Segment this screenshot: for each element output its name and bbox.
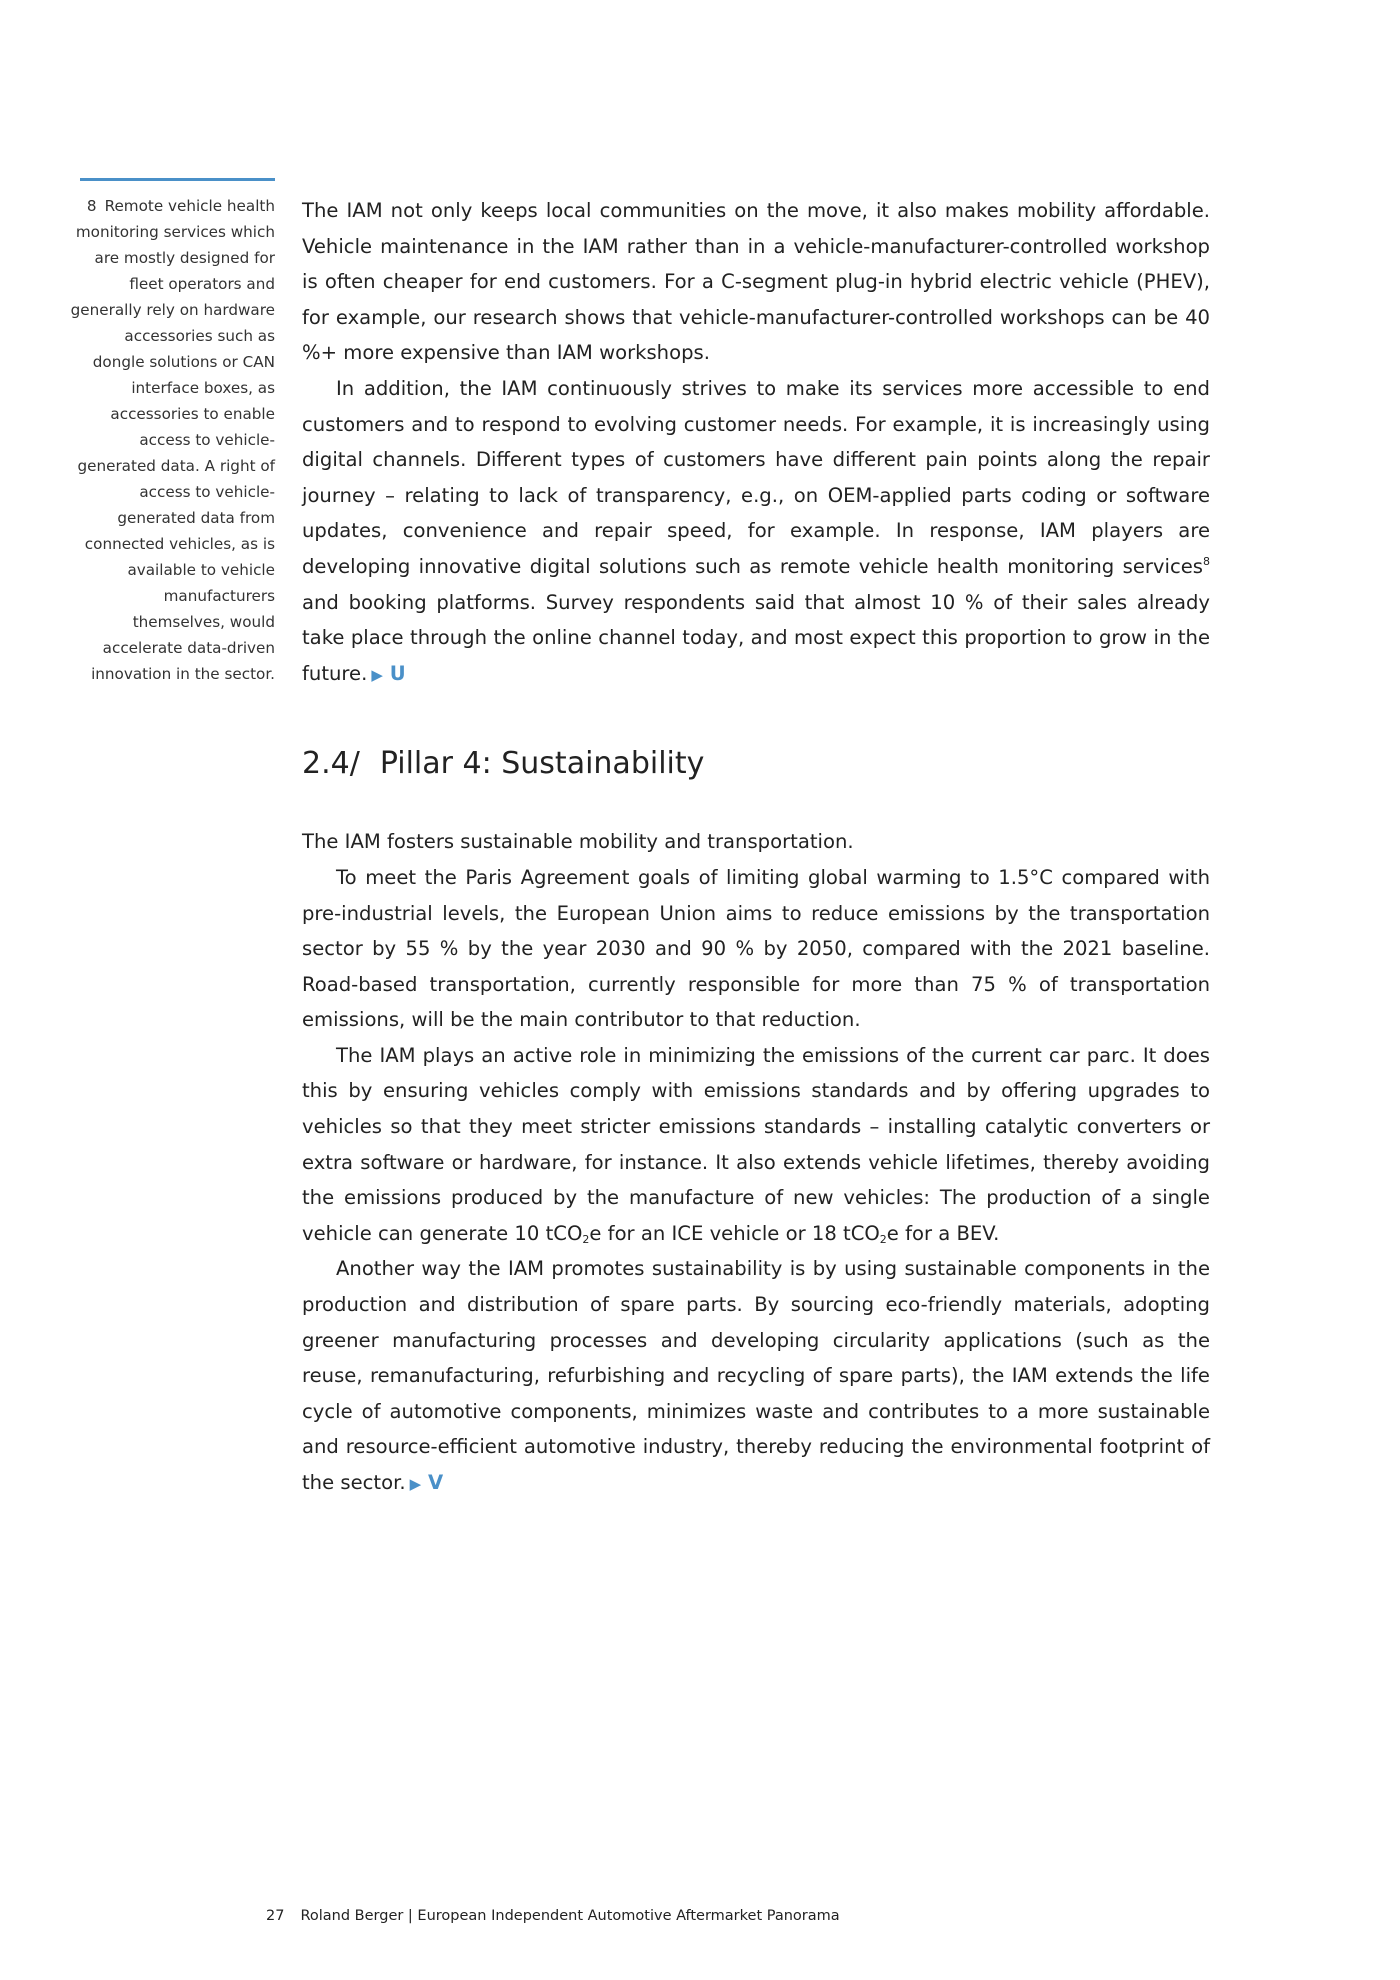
publication-title: Roland Berger | European Independent Automotive Aftermarket Panorama [300,1908,840,1924]
sidenote-rule [80,178,275,181]
paragraph-text: To meet the Paris Agreement goals of limiting global warming to 1.5°C compared with pre-industrial levels, the European Union aims to reduce emissions by the transportation sector by 55 % by the year 2030 and 90 % by 2050, compared with the 2021 baseline. Road-based transportation, currently responsible for more than 75 % of transportation emissions, will be the main contributor to that reduction. [302,865,1210,1032]
paragraph [302,1251,1210,1502]
paragraph-text: The IAM plays an active role in minimizing the emissions of the current car parc. It does this by ensuring vehicles comply with emissions standards and by offering upgrades to vehicles so that they meet stricter emissions standards – installing catalytic converters or extra software or hardware, for instance. It also extends vehicle lifetimes, thereby avoiding the emissions produced by the manufacture of new vehicles: The production of a single vehicle can generate 10 tCO [302,1043,1210,1245]
paragraph-text: In addition, the IAM continuously strives to make its services more accessible to end customers and to respond to evolving customer needs. For example, it is increasingly using digital channels. Different types of customers have different pain points along the repair journey – relating to lack of transparency, e.g., on OEM-applied parts coding or software updates, convenience and repair speed, for example. In response, IAM players are developing innovative digital solutions such as remote vehicle health monitoring services [302,376,1210,578]
paragraph [302,371,1210,693]
paragraph-text: and booking platforms. Survey respondents said that almost 10 % of their sales already take place through the online channel today, and most expect this proportion to grow in the future. [302,590,1210,685]
footnote-reference[interactable]: 8 [1203,554,1210,568]
paragraph [302,1038,1210,1252]
paragraph-text: e for a BEV. [886,1221,1000,1245]
cross-reference-link-u[interactable] [371,662,405,685]
subscript: 2 [879,1232,887,1246]
paragraph [302,860,1210,1038]
section-number: 2.4/ [302,746,360,782]
cross-reference-label: V [427,1471,444,1494]
paragraph-text: e for an ICE vehicle or 18 tCO [589,1221,880,1245]
paragraph [302,824,1210,860]
page-number: 27 [266,1908,285,1924]
play-arrow-icon: ▶ [409,1475,422,1493]
footnote-number: 8 [86,197,97,215]
page-footer [266,1906,840,1926]
footnote-8 [70,193,275,687]
main-text-column [302,193,1210,1503]
cross-reference-label: U [389,661,406,685]
section-heading [302,744,1210,784]
section-title: Pillar 4: Sustainability [379,746,705,782]
paragraph [302,193,1210,371]
play-arrow-icon: ▶ [371,665,383,684]
paragraph-text: The IAM not only keeps local communities on the move, it also makes mobility affordable. Vehicle maintenance in the IAM rather than in a vehicle-manufacturer-controlled workshop is often cheaper for end customers. For a C-segment plug-in hybrid electric vehicle (PHEV), for example, our research shows that vehicle-manufacturer-controlled workshops can be 40 %+ more expensive than IAM workshops. [302,199,1210,365]
footnote-text: Remote vehicle health monitoring services which are mostly designed for fleet operators and generally rely on hardware accessories such as dongle solutions or CAN interface boxes, as accessories to enable access to vehicle-generated data. A right of access to vehicle-generated data from connected vehicles, as is available to vehicle manufacturers themselves, would accelerate data-driven innovation in the sector. [70,197,275,683]
paragraph-text: Another way the IAM promotes sustainability is by using sustainable components in the production and distribution of spare parts. By sourcing eco-friendly materials, adopting greener manufacturing processes and developing circularity applications (such as the reuse, remanufacturing, refurbishing and recycling of spare parts), the IAM extends the life cycle of automotive components, minimizes waste and contributes to a more sustainable and resource-efficient automotive industry, thereby reducing the environmental footprint of the sector. [302,1257,1210,1494]
paragraph-text: The IAM fosters sustainable mobility and transportation. [302,830,854,854]
cross-reference-link-v[interactable] [410,1471,444,1494]
subscript: 2 [582,1232,590,1246]
